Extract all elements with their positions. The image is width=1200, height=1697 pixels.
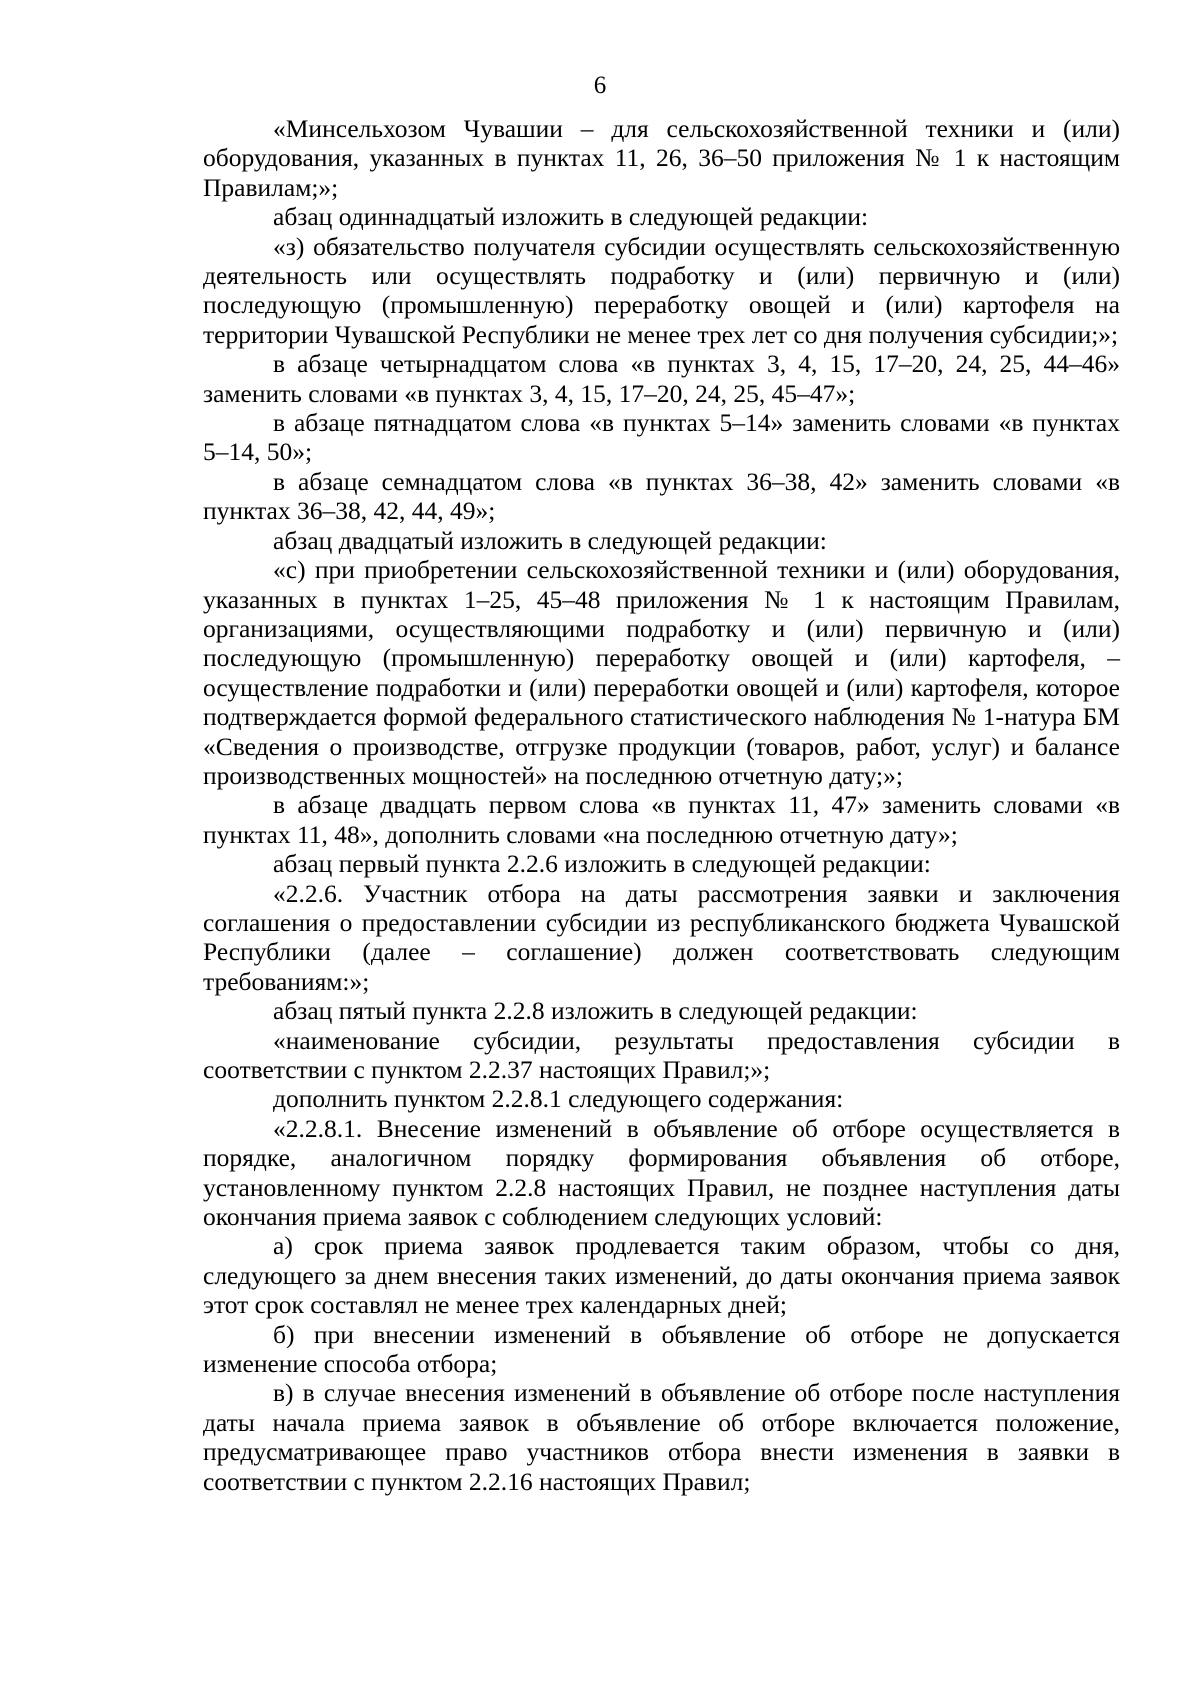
paragraph: «2.2.6. Участник отбора на даты рассмотрения заявки и заключения соглашения о предоставлении субсидии из республиканского бюджета Чувашской Республики (далее – соглашение) должен соответствовать следующим требованиям:»;: [203, 878, 1120, 996]
paragraph: абзац пятый пункта 2.2.8 изложить в следующей редакции:: [273, 996, 918, 1026]
paragraph: в абзаце двадцать первом слова «в пунктах 11, 47» заменить словами «в пунктах 11, 48», дополнить словами «на последнюю отчетную дату»;: [203, 790, 1120, 849]
paragraph: абзац одиннадцатый изложить в следующей редакции:: [273, 202, 869, 232]
paragraph: в абзаце семнадцатом слова «в пунктах 36–38, 42» заменить словами «в пунктах 36–38, 42, 44, 49»;: [203, 466, 1120, 526]
paragraph: дополнить пунктом 2.2.8.1 следующего содержания:: [273, 1084, 844, 1114]
paragraph: «Минсельхозом Чувашии – для сельскохозяйственной техники и (или) оборудования, указанных в пунктах 11, 26, 36–50 приложения № 1 к настоящим Правилам;»;: [203, 114, 1120, 202]
paragraph: абзац двадцатый изложить в следующей редакции:: [273, 525, 827, 555]
paragraph: «наименование субсидии, результаты предоставления субсидии в соответствии с пунктом 2.2.37 настоящих Правил;»;: [203, 1025, 1120, 1084]
document-body: [203, 114, 1120, 1496]
page-number: 6: [593, 72, 607, 99]
paragraph: б) при внесении изменений в объявление об отборе не допускается изменение способа отбора;: [203, 1319, 1120, 1379]
paragraph: «з) обязательство получателя субсидии осуществлять сельскохозяйственную деятельность или осуществлять подработку и (или) первичную и (или) последующую (промышленную) переработку овощей и (или) картофеля на территории Чувашской Республики не менее трех лет со дня получения субсидии;»;: [203, 231, 1120, 349]
paragraph: «2.2.8.1. Внесение изменений в объявление об отборе осуществляется в порядке, аналогичном порядку формирования объявления об отборе, установленному пунктом 2.2.8 настоящих Правил, не позднее наступления даты окончания приема заявок с соблюдением следующих условий:: [203, 1113, 1120, 1232]
paragraph: в) в случае внесения изменений в объявление об отборе после наступления даты начала приема заявок в объявление об отборе включается положение, предусматривающее право участников отбора внести изменения в заявки в соответствии с пунктом 2.2.16 настоящих Правил;: [203, 1378, 1120, 1496]
paragraph: а) срок приема заявок продлевается таким образом, чтобы со дня, следующего за днем внесения таких изменений, до даты окончания приема заявок этот срок составлял не менее трех календарных дней;: [203, 1231, 1120, 1320]
paragraph: «с) при приобретении сельскохозяйственной техники и (или) оборудования, указанных в пунктах 1–25, 45–48 приложения № 1 к настоящим Правилам, организациями, осуществляющими подработку и (или) первичную и (или) последующую (промышленную) переработку овощей и (или) картофеля, – осуществление подработки и (или) переработки овощей и (или) картофеля, которое подтверждается формой федерального статистического наблюдения № 1-натура БМ «Сведения о производстве, отгрузке продукции (товаров, работ, услуг) и балансе производственных мощностей» на последнюю отчетную дату;»;: [203, 555, 1120, 790]
paragraph: в абзаце пятнадцатом слова «в пунктах 5–14» заменить словами «в пунктах 5–14, 50»;: [203, 408, 1120, 467]
paragraph: абзац первый пункта 2.2.6 изложить в следующей редакции:: [273, 849, 931, 879]
paragraph: в абзаце четырнадцатом слова «в пунктах 3, 4, 15, 17–20, 24, 25, 44–46» заменить словами «в пунктах 3, 4, 15, 17–20, 24, 25, 45–47»;: [203, 349, 1120, 408]
